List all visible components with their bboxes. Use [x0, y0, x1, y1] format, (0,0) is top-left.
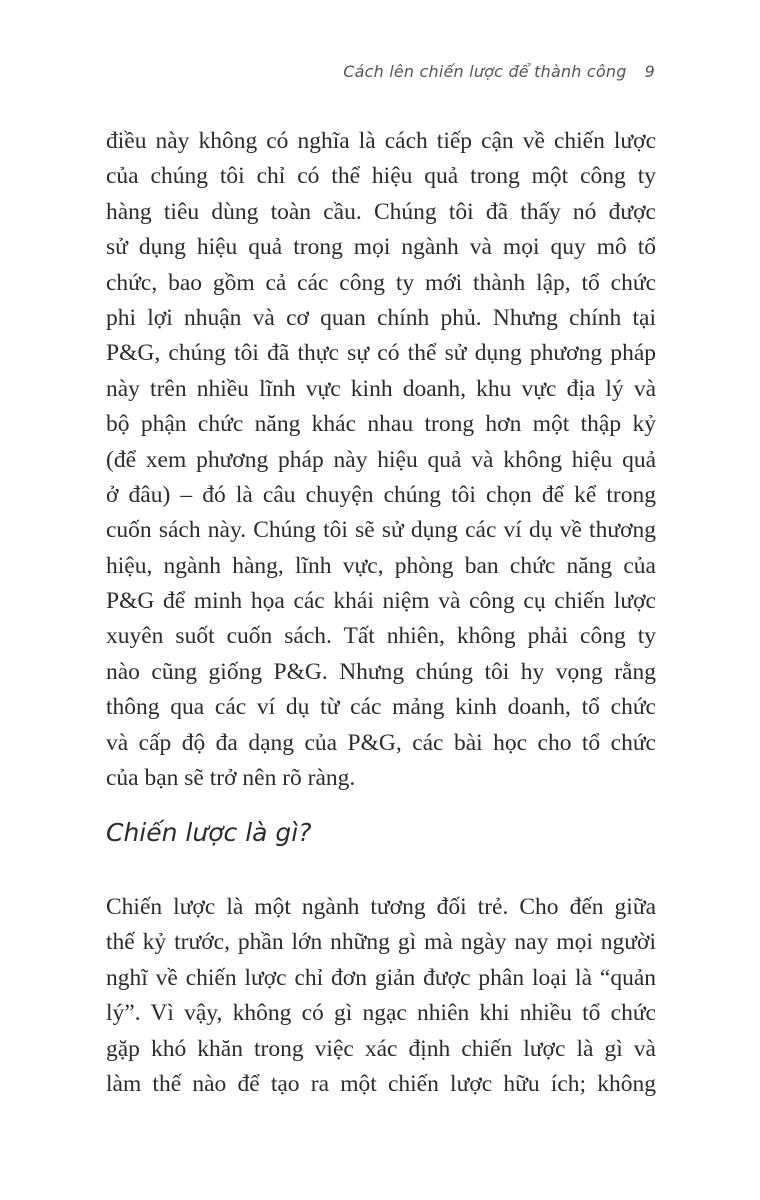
text-line: thế kỷ trước, phần lớn những gì mà ngày nay mọi người: [106, 929, 656, 956]
text-line: thông qua các ví dụ từ các mảng kinh doanh, tổ chức: [106, 694, 656, 721]
text-line: nghĩ về chiến lược chỉ đơn giản được phân loại là “quản: [106, 964, 656, 991]
text-line: P&G để minh họa các khái niệm và công cụ chiến lược: [106, 588, 656, 615]
body-paragraph-2: [106, 890, 656, 1102]
text-line: chức, bao gồm cả các công ty mới thành lập, tổ chức: [106, 269, 656, 296]
text-line: xuyên suốt cuốn sách. Tất nhiên, không phải công ty: [106, 623, 656, 650]
text-line: điều này không có nghĩa là cách tiếp cận về chiến lược: [106, 128, 656, 154]
text-line: cuốn sách này. Chúng tôi sẽ sử dụng các ví dụ về thương: [106, 517, 656, 544]
page-number: 9: [644, 62, 655, 81]
body-paragraph-1: [106, 124, 656, 796]
text-line: sử dụng hiệu quả trong mọi ngành và mọi quy mô tổ: [106, 234, 656, 261]
text-line: này trên nhiều lĩnh vực kinh doanh, khu vực địa lý và: [106, 375, 656, 402]
text-line: hàng tiêu dùng toàn cầu. Chúng tôi đã thấy nó được: [106, 198, 656, 225]
text-line: và cấp độ đa dạng của P&G, các bài học cho tổ chức: [106, 729, 656, 756]
text-line: phi lợi nhuận và cơ quan chính phủ. Nhưng chính tại: [106, 304, 656, 331]
text-line: nào cũng giống P&G. Nhưng chúng tôi hy vọng rằng: [106, 658, 656, 685]
running-header: [343, 62, 655, 81]
text-line: gặp khó khăn trong việc xác định chiến lược là gì và: [106, 1035, 656, 1062]
text-line: ở đâu) – đó là câu chuyện chúng tôi chọn để kể trong: [106, 481, 656, 508]
text-line: (để xem phương pháp này hiệu quả và không hiệu quả: [106, 446, 656, 473]
text-line: làm thế nào để tạo ra một chiến lược hữu ích; không: [106, 1070, 656, 1097]
text-line: P&G, chúng tôi đã thực sự có thể sử dụng phương pháp: [106, 340, 656, 367]
text-line: bộ phận chức năng khác nhau trong hơn một thập kỷ: [106, 411, 656, 438]
running-title: Cách lên chiến lược để thành công: [343, 62, 627, 81]
text-line: hiệu, ngành hàng, lĩnh vực, phòng ban chức năng của: [106, 552, 656, 579]
text-line: lý”. Vì vậy, không có gì ngạc nhiên khi nhiều tổ chức: [106, 1000, 656, 1027]
text-line: của chúng tôi chỉ có thể hiệu quả trong một công ty: [106, 163, 656, 190]
text-line: của bạn sẽ trở nên rõ ràng.: [106, 765, 356, 792]
text-line: Chiến lược là một ngành tương đối trẻ. Cho đến giữa: [106, 894, 656, 920]
section-heading: Chiến lược là gì?: [106, 818, 312, 847]
